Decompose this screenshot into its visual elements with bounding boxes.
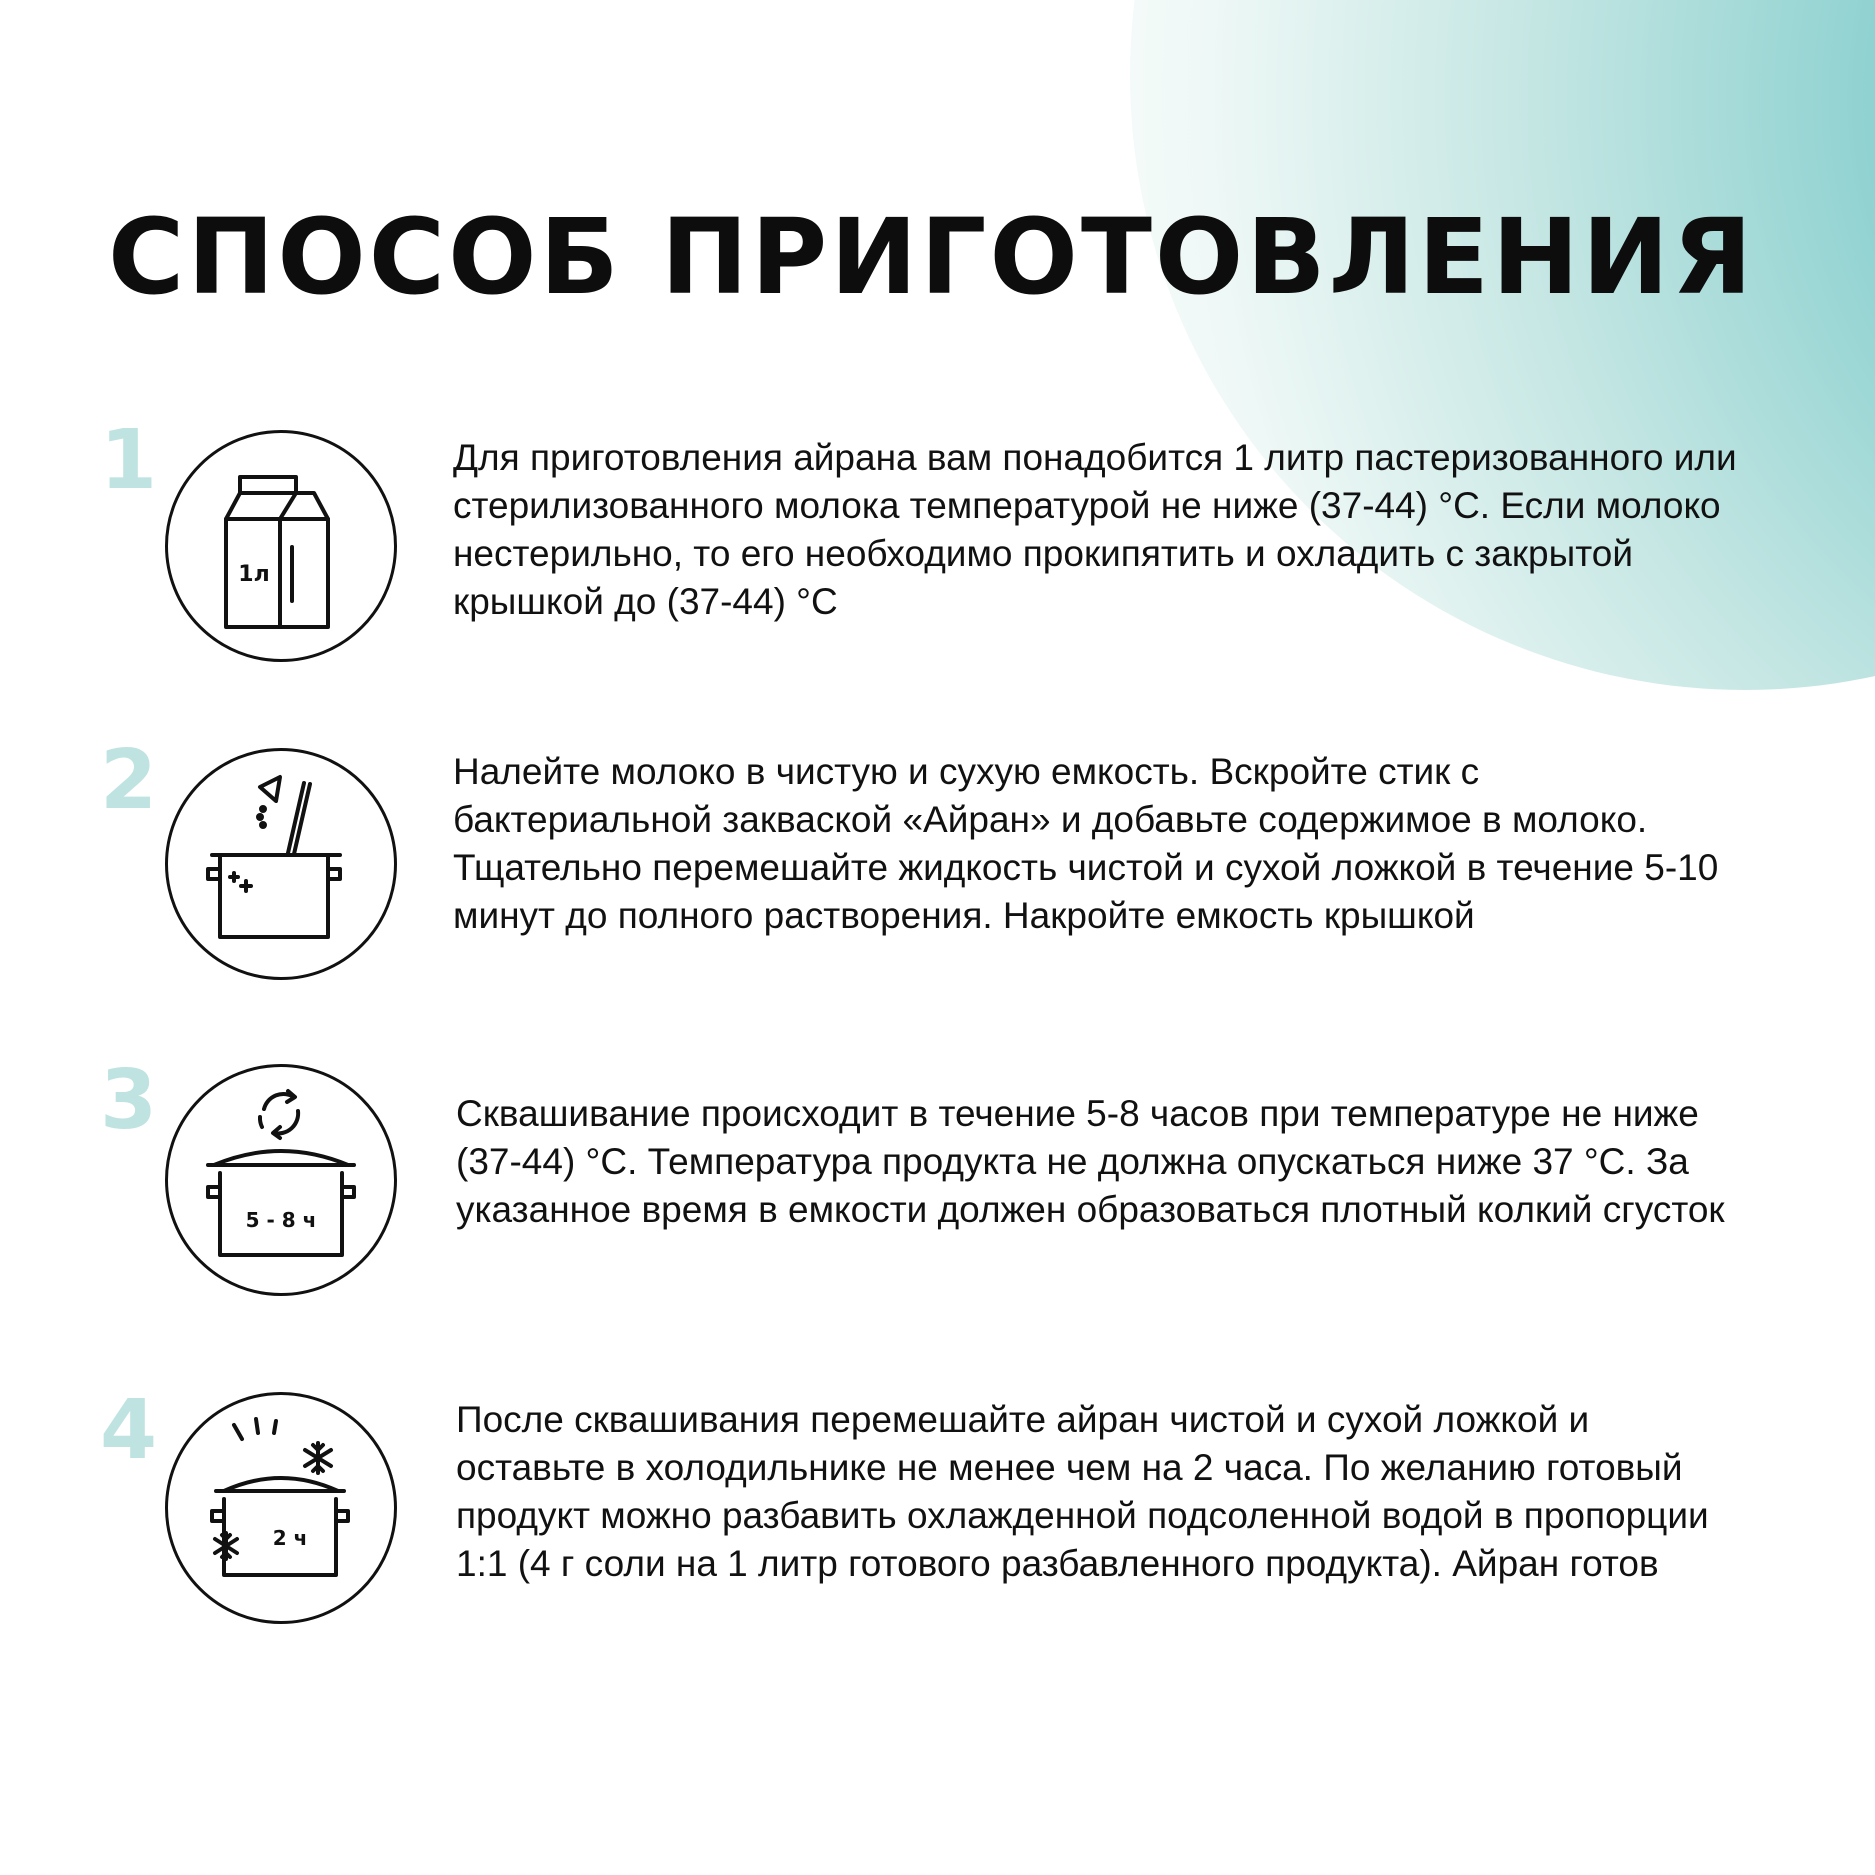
snowflake-icon — [215, 1533, 237, 1559]
pot-with-spoon-icon — [165, 748, 397, 980]
step-number: 3 — [100, 1053, 158, 1148]
step-text: После сквашивания перемешайте айран чистой и сухой ложкой и оставьте в холодильнике не менее чем на 2 часа. По желанию готовый продукт можно разбавить охлажденной подсоленной водой в пропорции 1:1 (4 г соли на 1 литр готового разбавленного продукта). Айран готов — [456, 1399, 1709, 1584]
snowflake-icon — [305, 1443, 331, 1473]
step-text: Сквашивание происходит в течение 5-8 часов при температуре не ниже (37-44) °С. Температура продукта не должна опускаться ниже 37 °С. За указанное время в емкости должен образоваться плотный колкий сгусток — [456, 1093, 1725, 1230]
icon-label: 5 - 8 ч — [245, 1208, 317, 1232]
step-number: 4 — [100, 1383, 158, 1478]
icon-label: 1л — [238, 562, 270, 587]
page-title: СПОСОБ ПРИГОТОВЛЕНИЯ — [108, 196, 1756, 318]
step-text: Налейте молоко в чистую и сухую емкость. Вскройте стик с бактериальной закваской «Айран» и добавьте содержимое в молоко. Тщательно перемешайте жидкость чистой и сухой ложкой в течение 5-10 минут до полного растворения. Накройте емкость крышкой — [453, 751, 1719, 936]
icon-label: 2 ч — [272, 1526, 308, 1550]
step-text: Для приготовления айрана вам понадобится 1 литр пастеризованного или стерилизованного молока температурой не ниже (37-44) °С. Если молоко нестерильно, то его необходимо прокипятить и охладить с закрытой крышкой до (37-44) °С — [453, 437, 1737, 622]
milk-carton-icon — [165, 430, 397, 662]
chilled-pot-icon — [165, 1392, 397, 1624]
step-number: 1 — [100, 413, 158, 508]
step-number: 2 — [100, 733, 158, 828]
covered-pot-timer-icon — [165, 1064, 397, 1296]
